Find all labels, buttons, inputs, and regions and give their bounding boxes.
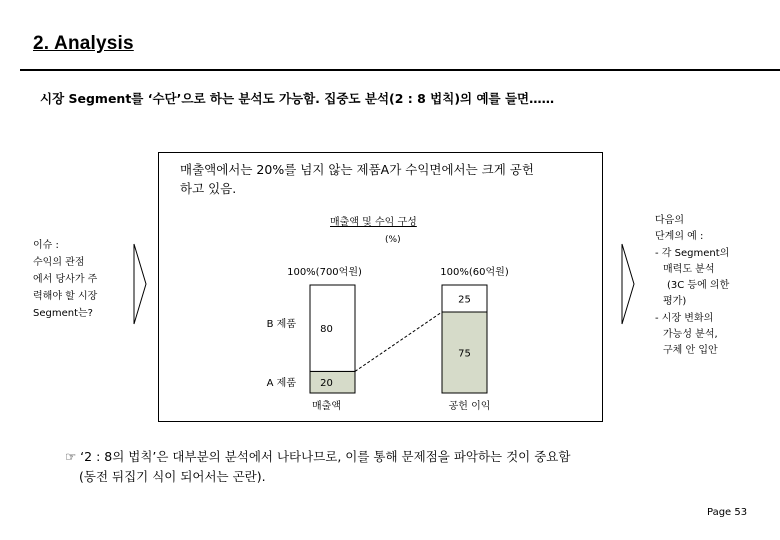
connector-line (355, 312, 442, 371)
issue-line: 수익의 관점 (33, 257, 85, 268)
bar-value-label: 80 (320, 324, 333, 336)
page-title: 2. Analysis (33, 33, 134, 54)
issue-line: 이슈 : (33, 240, 59, 251)
bottom-note-line-1: ☞ ‘2 : 8의 법칙’은 대부분의 분석에서 나타나므로, 이를 통해 문제점을 파악하는 것이 중요함 (65, 449, 571, 464)
next-step-line: 구체 안 입안 (663, 345, 718, 357)
chart-unit: (%) (385, 235, 401, 245)
next-step-line: 단계의 예 : (655, 231, 704, 243)
next-step-line: 매력도 분석 (663, 263, 715, 275)
next-step-line: 평가) (663, 296, 687, 308)
box-line-2: 하고 있음. (180, 181, 237, 196)
total-label: 100%(700억원) (287, 267, 362, 278)
next-step-line: 가능성 분석, (663, 329, 718, 341)
total-label: 100%(60억원) (440, 267, 509, 278)
category-label: 공헌 이익 (448, 401, 491, 412)
box-line-1: 매출액에서는 20%를 넘지 않는 제품A가 수익면에서는 크게 공헌 (180, 162, 534, 177)
bar-value-label: 20 (320, 378, 333, 390)
right-arrow-icon (622, 244, 634, 324)
next-step-line: - 시장 변화의 (655, 312, 714, 324)
issue-line: 에서 당사가 주 (33, 274, 98, 285)
next-step-line: 다음의 (655, 215, 684, 226)
page-number: Page 53 (707, 507, 748, 518)
category-label: 매출액 (312, 401, 341, 412)
issue-line: 력해야 할 시장 (33, 291, 98, 302)
series-label: A 제품 (266, 378, 296, 390)
issue-line: Segment는? (33, 308, 93, 319)
bottom-note (65, 447, 570, 487)
next-step-line: (3C 등에 의한 (667, 280, 730, 292)
left-arrow-icon (134, 244, 146, 324)
chart-title: 매출액 및 수익 구성 (330, 217, 417, 228)
bottom-note-line-2: (동전 뒤집기 식이 되어서는 곤란). (79, 469, 266, 484)
subtitle: 시장 Segment를 ‘수단’으로 하는 분석도 가능함. 집중도 분석(2 : 8 법칙)의 예를 들면…… (40, 91, 555, 106)
bar-value-label: 75 (458, 348, 471, 360)
next-step-line: - 각 Segment의 (655, 247, 730, 259)
series-label: B 제품 (266, 319, 296, 331)
bar-value-label: 25 (458, 294, 471, 306)
